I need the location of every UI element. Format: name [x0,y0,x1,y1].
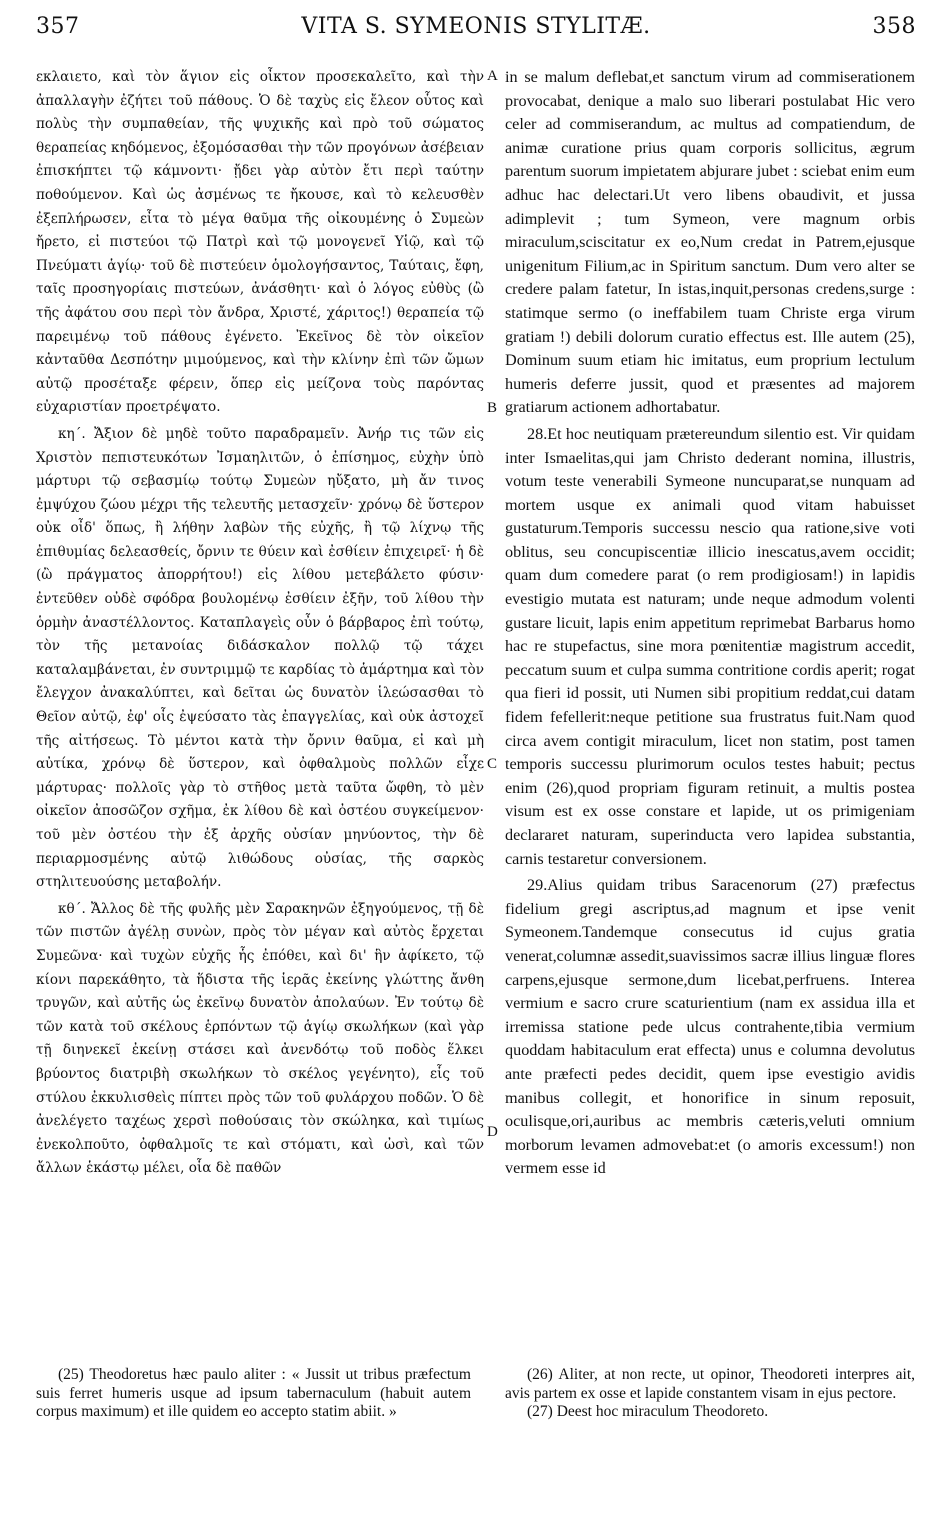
page-number-right: 358 [872,14,916,39]
margin-letter-c: C [487,756,498,772]
greek-column [36,66,484,1184]
latin-paragraph: 29.Alius quidam tribus Saracenorum (27) præfectus fidelium gregi ascriptus,ad magnum et ipse venit Symeonem.Tandemque consecutus id cujus gratia venerat,columnæ assedit,suavissimos sacræ illius linguæ flores carpens,ejusque sermone,dum licebat,perfruens. Interea vermium e sacro crure scaturientium (nam ex assidua illa et irremissa statione pede ulcus contrahente,tibia vermium quoddam habitaculum erat effecta) unus e columna devolutus ante præfecti pedes decidit, quem ipse evestigio avidis manibus collegit, et honorifice in sinum reposuit, oculisque,ori,auribus ac membris cæteris,veluti omnium morborum levamen admovebat:et (o amoris excessum!) non vermem esse id [505,876,915,1178]
margin-letter-a: A [487,68,498,84]
running-title: VITA S. SYMEONIS STYLITÆ. [301,14,651,39]
margin-letter-d: D [487,1124,498,1140]
greek-paragraph: εκλαιετο, καὶ τὸν ἅγιον εἰς οἶκτον προσεκαλεῖτο, καὶ τὴν ἀπαλλαγὴν ἐζήτει τοῦ πάθους. Ὁ δὲ ταχὺς εἰς ἔλεον οὗτος καὶ πολὺς τὴν συμπαθείαν, τῆς ψυχικῆς καὶ πρὸ τοῦ σώματος θεραπείας κηδόμενος, ἐξομόσασθαι τὴν τῶν προγόνων ἀσέβειαν ἐπισκήπτει τῷ κάμνοντι· ᾔδει γὰρ αὐτὸν ἔτι περὶ ταύτην ποθούμενον. Καὶ ὡς ἀσμένως τε ἤκουσε, καὶ τὸ κελευσθὲν ἐξεπλήρωσεν, εἶτα τὸ μέγα θαῦμα τῆς οἰκουμένης ὁ Συμεὼν ἤρετο, εἰ πιστεύοι τῷ Πατρὶ καὶ τῷ μονογενεῖ Υἱῷ, καὶ τῷ Πνεύματι ἁγίῳ· τοῦ δὲ πιστεύειν ὁμολογήσαντος, Ταύταις, ἔφη, ταῖς προσηγορίαις πιστεύων, ἀνάσθητι· καὶ ὁ λόγος εὐθὺς (ὢ τῆς ἀφάτου σου περὶ τὸν ἄνδρα, Χριστέ, χάριτος!) θεραπεία τῷ παρειμένῳ τοῦ πάθους ἐγένετο. Ἐκεῖνος δὲ τὸν οἰκεῖον κἀνταῦθα Δεσπότην μιμούμενος, καὶ τὴν κλίνην ἐπὶ τῶν ὤμων αὐτῷ προσέταξε φέρειν, ὅπερ εἰς μείζονα τοὺς παρόντας εὐχαριστίαν προετρέψατο. [36,69,484,416]
footnote: (26) Aliter, at non recte, ut opinor, Theodoreti interpres ait, avis partem ex osse et lapide constantem visam in ejus pectore. [505,1366,915,1402]
margin-letter-b: B [487,400,498,416]
latin-paragraph: in se malum deflebat,et sanctum virum ad commiserationem provocabat, denique a malo suo liberari postulabat Hic vero celer ad commiserandum, ac multus ad compatiendum, de animæ curatione prius quam corporis sollicitus, ægrum parentum suorum impietatem abjurare jubet : sciebat enim eum adhuc hac delectari.Ut vero libens obaudivit, et jussa adimplevit ; tum Symeon, vere magnum orbis miraculum,sciscitatur ex eo,Num credat in Patrem,ejusque unigenitum Filium,ac in Spiritum sanctum. Dum vero alter se credere palam fatetur, In istas,inquit,personas credens,surge : statimque sermo (o ineffabilem tuam Christe erga virum gratiam !) debili dolorum curatio effectus est. Ille autem (25), Dominum suum etiam hic imitatus, eum proprium lectulum humeris deferre jussit, quod et præsentes ad majorem gratiarum actionem adhortabatur. [505,68,915,417]
greek-paragraph: κη΄. Ἄξιον δὲ μηδὲ τοῦτο παραδραμεῖν. Ἀνήρ τις τῶν εἰς Χριστὸν πεπιστευκότων Ἰσμαηλιτῶν, ὁ ἐπίσημος, εὐχὴν ὑπὸ μάρτυρι τῷ σεβασμίῳ τούτῳ Συμεὼν ηὔξατο, μὴ ἄν τινος ἐμψύχου ζώου μέχρι τῆς τελευτῆς μετασχεῖν· χρόνῳ δὲ ὕστερον οὐκ οἶδ' ὅπως, ἢ λήθην λαβὼν τῆς εὐχῆς, ἢ τῷ λίχνῳ τῆς ἐπιθυμίας δελεασθείς, ὄρνιν τε θύειν καὶ ἐσθίειν ἐπιχειρεῖ· ἡ δὲ (ὢ πράγματος ἀπορρήτου!) εἰς λίθου μετεβάλετο φύσιν· ἐντεῦθεν οὐδὲ σφόδρα βουλομένῳ ἐσθίειν ἐξῆν, τοῦ λίθου τὴν ὁρμὴν ἀναστέλλοντος. Καταπλαγεὶς οὖν ὁ βάρβαρος ἐπὶ τούτῳ, τὸν τῆς μετανοίας διδάσκαλον πολλῷ τῷ τάχει καταλαμβάνεται, ἐν συντριμμῷ τε καρδίας τὸ ἁμάρτημα καὶ τὸν ἔλεγχον ἀνακαλύπτει, καὶ δεῖται ὡς δυνατὸν ἱλεώσασθαι τὸ Θεῖον αὐτῷ, ἐφ' οἷς ἐψεύσατο τὰς ἐπαγγελίας, καὶ οὐκ ἀστοχεῖ τῆς αἰτήσεως. Τὸ μέντοι κατὰ τὴν ὄρνιν θαῦμα, εἰ καὶ μὴ αὐτίκα, χρόνῳ δὲ ὕστερον, καὶ ὀφθαλμοὺς πολλῶν εἶχε μάρτυρας· πολλοῖς γὰρ τὸ στῆθος μετὰ ταῦτα ὤφθη, τὸ μὲν οἰκεῖον ἀποσῶζον σχῆμα, ἐκ λίθου δὲ καὶ ὀστέου συγκείμενον· τοῦ μὲν ὀστέου τὴν ἐξ ἀρχῆς οὐσίαν μηνύοντος, τὴν δὲ περιαρμοσμένης αὐτῷ λιθώδους οὐσίας, τῆς σαρκὸς στηλιτευούσης μεταβολήν. [36,425,484,891]
footnotes-right [505,1366,915,1422]
greek-paragraph: κθ΄. Ἄλλος δὲ τῆς φυλῆς μὲν Σαρακηνῶν ἐξηγούμενος, τῇ δὲ τῶν πιστῶν ἀγέλῃ συνὼν, πρὸς τὸν μέγαν καὶ αὐτὸς ἔρχεται Συμεῶνα· καὶ τυχὼν εὐχῆς ἧς ἐπόθει, καὶ δι' ἣν ἀφίκετο, τῷ κίονι παρεκάθητο, τὰ ἥδιστα τῆς ἱερᾶς ἐκείνης γλώττης ἄνθη τρυγῶν, καὶ αὐτῆς ὡς ἐκεῖνῳ δυνατὸν ἀπολαύων. Ἐν τούτῳ δὲ τῶν κατὰ τοῦ σκέλους ἑρπόντων τῷ ἁγίῳ σκωλήκων (καὶ γὰρ τῇ διηνεκεῖ ἐκείνῃ στάσει καὶ ἀνενδότῳ τοῦ ποδὸς ἕλκει βρύοντος διατριβὴ σκωλήκων τὸ σκέλος γεγένητο), εἷς τοῦ στύλου ἐκκυλισθεὶς πίπτει πρὸς τῶν τοῦ φυλάρχου ποδῶν. Ὁ δὲ ἀνελέγετο ταχέως χερσὶ ποθούσαις τὸν σκώληκα, καὶ τιμίως ἐνεκολποῦτο, ὀφθαλμοῖς τε καὶ στόματι, καὶ ὠσὶ, καὶ τῶν ἄλλων ἑκάστῳ μέλει, οἷα δὲ παθῶν [36,900,484,1177]
page-number-left: 357 [36,14,80,39]
footnote: (27) Deest hoc miraculum Theodoreto. [527,1403,769,1420]
latin-column [505,66,915,1184]
footnote: (25) Theodoretus hæc paulo aliter : « Jussit ut tribus præfectum suis ferret humeris usque ad ipsum tabernaculum (habuit autem corpus maximum) et ille quidem eo accepto statim abiit. » [36,1366,471,1420]
footnotes-left [36,1366,471,1422]
page-header [36,14,916,48]
latin-paragraph: 28.Et hoc neutiquam prætereundum silentio est. Vir quidam inter Ismaelitas,qui jam Christo dederant nomina, illustris, votum teste venerabili Symeone nuncuparat,se nunquam ad mortem usque ex animali quod vitam habuisset gustaturum.Temporis successu nescio qua ratione,sive voti oblitus, seu concupiscentiæ illicio inescatus,avem occidit; quam dum comedere parat (o rem prodigiosam!) in lapidis evestigio mutata est naturam; unde neque admodum volenti gustare licuit, lapis enim appetitum reprimebat Barbarus homo hac re stupefactus, sine mora pœnitentiæ magistrum accedit, peccatum suum et culpa summa contritione cordis aperit; rogat qua fieri id possit, uti Numen sibi propitium reddat,cui datam fidem fefellerit:neque petitione sua frustratus fuit.Nam quod circa avem contigit miraculum, licet non statim, post tamen temporis successu plurimorum oculos testes habuit; pectus enim (26),quod propriam figuram retinuit, a multis postea visum est ex osse constare et lapide, ut os primigeniam declararet naturam, superinducta vero lapidea substantia, carnis testaretur conversionem. [505,424,915,868]
